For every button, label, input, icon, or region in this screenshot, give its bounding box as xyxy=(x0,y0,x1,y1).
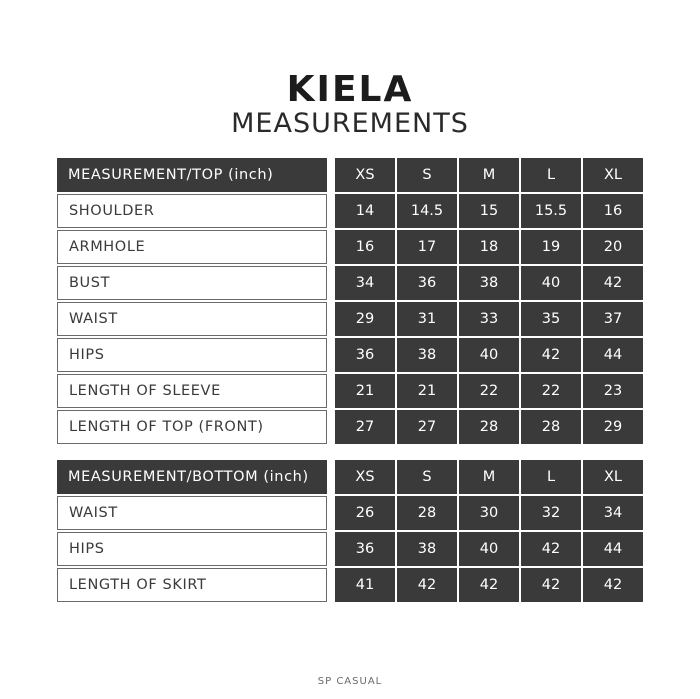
row-label: BUST xyxy=(57,266,327,300)
measurement-value: 42 xyxy=(521,532,581,566)
measurement-value: 16 xyxy=(335,230,395,264)
measurement-value: 34 xyxy=(583,496,643,530)
table-row xyxy=(57,230,643,264)
measurement-value: 21 xyxy=(335,374,395,408)
top-table-size-header: XS xyxy=(335,158,395,192)
measurement-value: 42 xyxy=(521,338,581,372)
measurement-value: 42 xyxy=(521,568,581,602)
measurement-value: 27 xyxy=(335,410,395,444)
measurement-value: 35 xyxy=(521,302,581,336)
bottom-table-heading: MEASUREMENT/BOTTOM (inch) xyxy=(57,460,327,494)
table-row xyxy=(57,568,643,602)
bottom-table-size-header: S xyxy=(397,460,457,494)
measurement-value: 28 xyxy=(397,496,457,530)
measurement-value: 21 xyxy=(397,374,457,408)
measurement-value: 22 xyxy=(521,374,581,408)
row-label: ARMHOLE xyxy=(57,230,327,264)
row-label: LENGTH OF TOP (FRONT) xyxy=(57,410,327,444)
top-measurement-table xyxy=(57,158,643,446)
top-table-header-row xyxy=(57,158,643,192)
measurement-value: 44 xyxy=(583,532,643,566)
measurement-value: 37 xyxy=(583,302,643,336)
measurement-value: 29 xyxy=(335,302,395,336)
row-label: LENGTH OF SKIRT xyxy=(57,568,327,602)
measurement-value: 14.5 xyxy=(397,194,457,228)
row-label: LENGTH OF SLEEVE xyxy=(57,374,327,408)
table-row xyxy=(57,338,643,372)
measurement-value: 33 xyxy=(459,302,519,336)
measurement-value: 38 xyxy=(397,338,457,372)
measurement-value: 41 xyxy=(335,568,395,602)
row-label: WAIST xyxy=(57,302,327,336)
measurement-value: 36 xyxy=(335,338,395,372)
top-table-heading: MEASUREMENT/TOP (inch) xyxy=(57,158,327,192)
measurement-value: 38 xyxy=(397,532,457,566)
measurement-value: 15.5 xyxy=(521,194,581,228)
measurement-value: 36 xyxy=(335,532,395,566)
measurement-value: 32 xyxy=(521,496,581,530)
bottom-table-size-header: XS xyxy=(335,460,395,494)
top-table-size-header: XL xyxy=(583,158,643,192)
table-row xyxy=(57,496,643,530)
measurement-value: 14 xyxy=(335,194,395,228)
measurement-value: 20 xyxy=(583,230,643,264)
top-table-size-header: L xyxy=(521,158,581,192)
top-table-size-header: M xyxy=(459,158,519,192)
measurement-value: 19 xyxy=(521,230,581,264)
measurement-value: 44 xyxy=(583,338,643,372)
measurement-value: 30 xyxy=(459,496,519,530)
bottom-table-size-header: M xyxy=(459,460,519,494)
brand-footer: SP CASUAL xyxy=(317,676,383,687)
measurement-value: 29 xyxy=(583,410,643,444)
measurement-value: 15 xyxy=(459,194,519,228)
row-label: HIPS xyxy=(57,338,327,372)
measurement-value: 38 xyxy=(459,266,519,300)
measurement-value: 18 xyxy=(459,230,519,264)
measurement-value: 42 xyxy=(583,266,643,300)
measurement-value: 34 xyxy=(335,266,395,300)
measurement-value: 42 xyxy=(459,568,519,602)
table-row xyxy=(57,266,643,300)
row-label: WAIST xyxy=(57,496,327,530)
table-row xyxy=(57,410,643,444)
measurement-value: 31 xyxy=(397,302,457,336)
measurement-value: 40 xyxy=(521,266,581,300)
measurement-value: 28 xyxy=(459,410,519,444)
top-table-size-header: S xyxy=(397,158,457,192)
page-title: KIELA xyxy=(286,69,414,110)
bottom-measurement-table xyxy=(57,460,643,604)
table-row xyxy=(57,532,643,566)
table-row xyxy=(57,194,643,228)
measurement-value: 42 xyxy=(583,568,643,602)
measurement-value: 42 xyxy=(397,568,457,602)
row-label: HIPS xyxy=(57,532,327,566)
measurement-value: 26 xyxy=(335,496,395,530)
page-subtitle: MEASUREMENTS xyxy=(231,108,469,139)
measurement-value: 27 xyxy=(397,410,457,444)
measurement-value: 22 xyxy=(459,374,519,408)
table-row xyxy=(57,374,643,408)
measurement-value: 28 xyxy=(521,410,581,444)
measurement-value: 23 xyxy=(583,374,643,408)
bottom-table-header-row xyxy=(57,460,643,494)
bottom-table-size-header: L xyxy=(521,460,581,494)
measurement-value: 17 xyxy=(397,230,457,264)
measurement-value: 40 xyxy=(459,338,519,372)
bottom-table-size-header: XL xyxy=(583,460,643,494)
measurement-value: 36 xyxy=(397,266,457,300)
measurement-value: 16 xyxy=(583,194,643,228)
table-row xyxy=(57,302,643,336)
row-label: SHOULDER xyxy=(57,194,327,228)
measurement-value: 40 xyxy=(459,532,519,566)
